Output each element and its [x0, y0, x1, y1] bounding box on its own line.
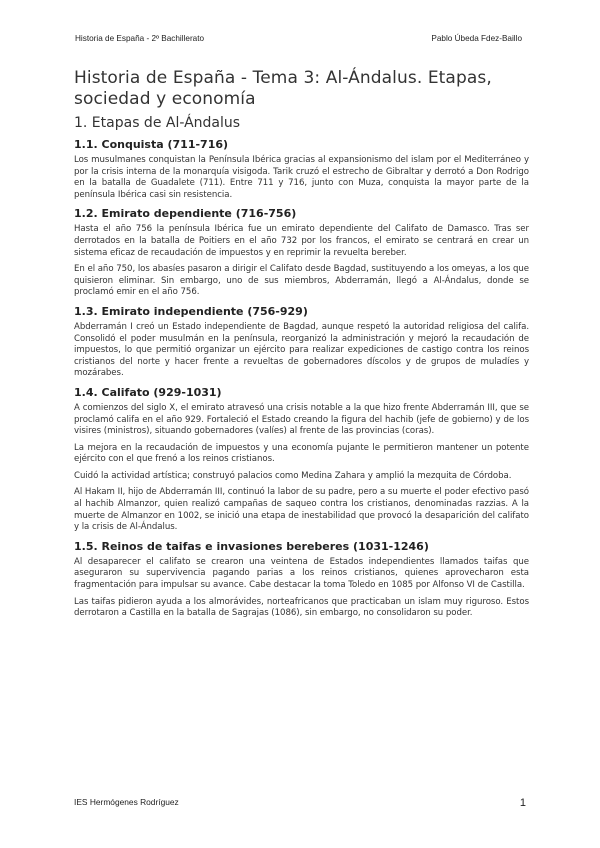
- header-author: Pablo Úbeda Fdez-Baillo: [431, 34, 522, 43]
- paragraph: Las taifas pidieron ayuda a los almorávides, norteafricanos que practicaban un islam muy riguroso. Estos derrotaron a Castilla en la batalla de Sagrajas (1086), sin embargo, no consolidaron su poder.: [74, 596, 529, 619]
- document-body: [74, 68, 529, 625]
- paragraph: En el año 750, los abasíes pasaron a dirigir el Califato desde Bagdad, sustituyendo a los omeyas, a los que quisieron eliminar. Sin embargo, uno de sus miembros, Abderramán, llegó a Al-Ándalus, donde se proclamó emir en el año 756.: [74, 264, 529, 298]
- subsection-heading: 1.4. Califato (929-1031): [74, 385, 222, 399]
- header-course: Historia de España - 2º Bachillerato: [75, 34, 205, 43]
- subsection-emirato-dependiente: [74, 207, 529, 299]
- paragraph: La mejora en la recaudación de impuestos y una economía pujante le permitieron mantener un potente ejército con el que frenó a los reinos cristianos.: [74, 442, 529, 465]
- paragraph: Los musulmanes conquistan la Península Ibérica gracias al expansionismo del islam por el Mediterráneo y por la crisis interna de la monarquía visigoda. Tarik cruzó el estrecho de Gibraltar y derrotó a Don Rodrigo en la batalla de Guadalete (711). Entre 711 y 716, junto con Muza, conquista la mayor parte de la península Ibérica casi sin resistencia.: [74, 155, 529, 200]
- paragraph: Cuidó la actividad artística; construyó palacios como Medina Zahara y amplió la mezquita de Córdoba.: [74, 470, 512, 481]
- subsection-heading: 1.3. Emirato independiente (756-929): [74, 304, 308, 318]
- subsection-conquista: [74, 138, 529, 201]
- document-title: Historia de España - Tema 3: Al-Ándalus. Etapas, sociedad y economía: [74, 68, 492, 109]
- subsection-emirato-independiente: [74, 305, 529, 380]
- paragraph: Al desaparecer el califato se crearon una veintena de Estados independientes llamados taifas que aseguraron su supervivencia pagando parias a los reinos cristianos, quienes aprovecharon esta fragmentación para impulsar su avance. Cabe destacar la toma Toledo en 1085 por Alfonso VI de Castilla.: [74, 556, 529, 591]
- subsection-califato: [74, 386, 529, 534]
- paragraph: Al Hakam II, hijo de Abderramán III, continuó la labor de su padre, pero a su muerte el poder efectivo pasó al hachib Almanzor, quien realizó campañas de saqueo contra los cristianos, denominadas razzias. A la muerte de Almanzor en 1002, se inició una etapa de inestabilidad que provocó la desaparición del califato y la crisis de Al-Ándalus.: [74, 487, 529, 533]
- page-footer: [74, 797, 526, 809]
- paragraph: A comienzos del siglo X, el emirato atravesó una crisis notable a la que hizo frente Abderramán III, que se proclamó califa en el año 929. Fortaleció el Estado creando la figura del hachib (jefe de gobierno) y de los visires (ministros), situando gobernadores (valíes) al frente de las provincias (coras).: [74, 402, 529, 437]
- paragraph: Abderramán I creó un Estado independiente de Bagdad, aunque respetó la autoridad religiosa del califa. Consolidó el poder musulmán en la península, reorganizó la administración y mejoró la recaudación de impuestos, lo que permitió organizar un ejército para realizar expediciones de castigo contra los reinos cristianos del norte y hacer frente a revueltas de gobernadores díscolos y de grupos de muladíes y mozárabes.: [74, 321, 529, 379]
- subsection-heading: 1.1. Conquista (711-716): [74, 138, 229, 151]
- subsection-taifas: [74, 540, 529, 620]
- paragraph: Hasta el año 756 la península Ibérica fue un emirato dependiente del Califato de Damasco. Tras ser derrotados en la batalla de Poitiers en el año 732 por los francos, el emirato se centrará en crear un sistema eficaz de recaudación de impuestos y en reprimir la revuelta bereber.: [74, 224, 529, 258]
- footer-school: IES Hermógenes Rodríguez: [74, 797, 179, 807]
- subsection-heading: 1.2. Emirato dependiente (716-756): [74, 207, 297, 221]
- subsection-heading: 1.5. Reinos de taifas e invasiones bereberes (1031-1246): [74, 539, 429, 553]
- page-header: [75, 34, 522, 43]
- section-title: 1. Etapas de Al-Ándalus: [74, 115, 241, 131]
- page-number: 1: [519, 797, 526, 809]
